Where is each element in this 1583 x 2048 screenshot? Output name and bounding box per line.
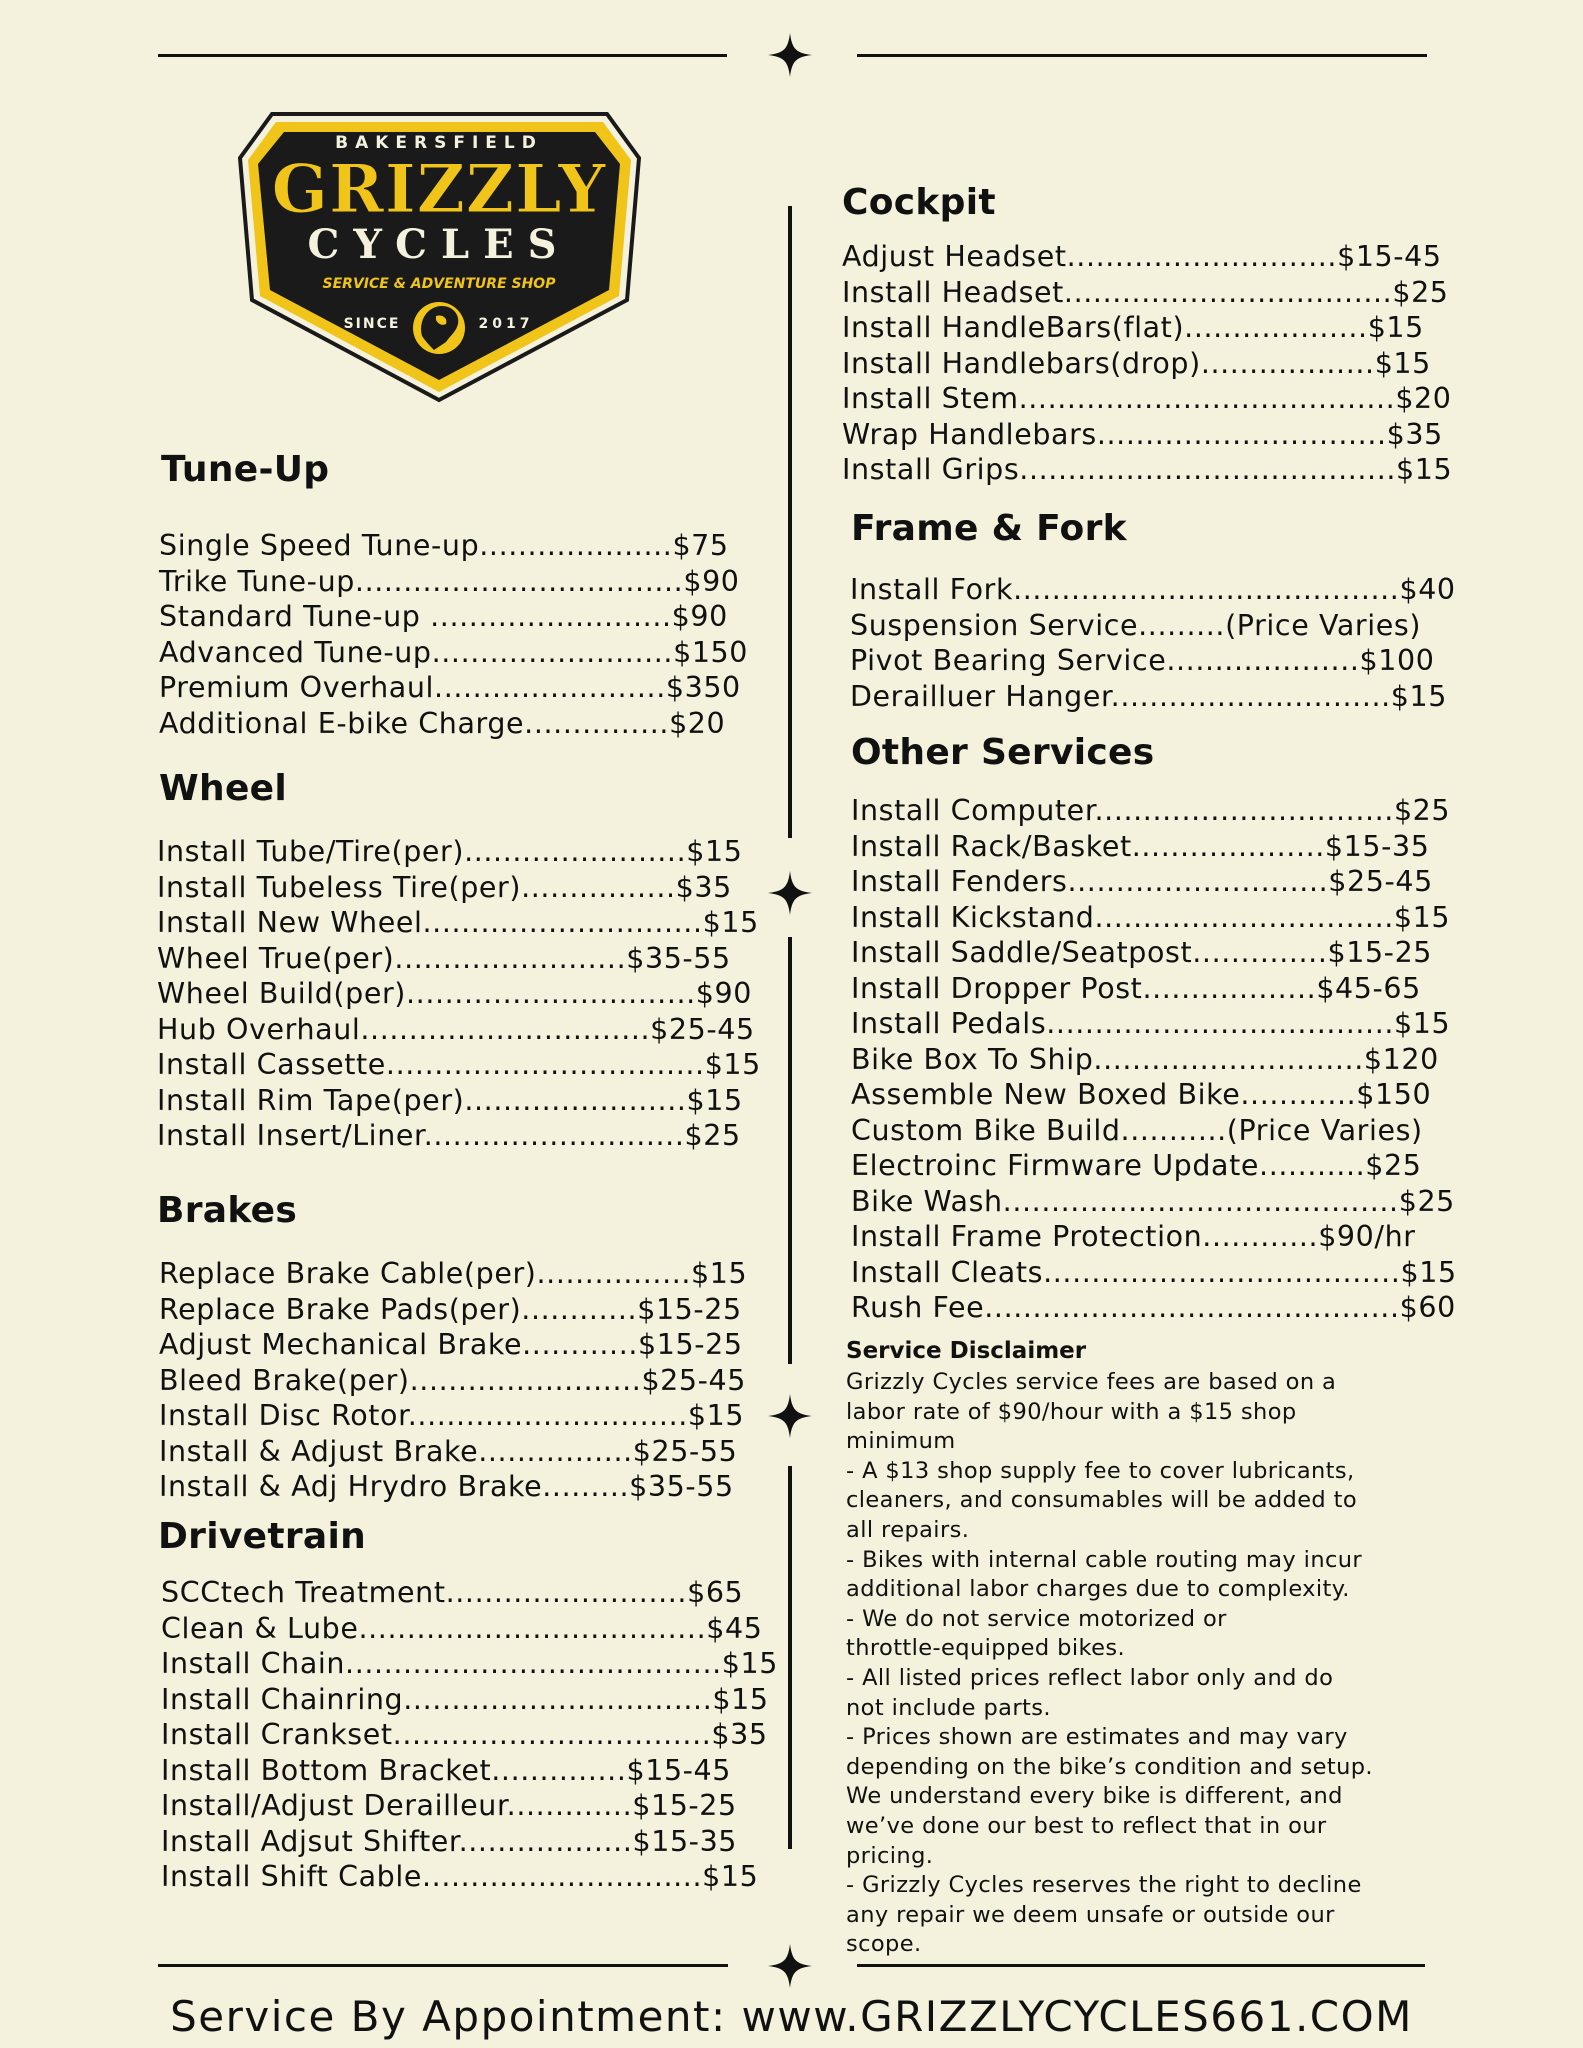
disclaimer-line: cleaners, and consumables will be added to	[846, 1487, 1358, 1514]
top-rule-right	[857, 54, 1427, 57]
top-rule-left	[158, 54, 727, 57]
logo-since-year: 2017	[478, 316, 534, 332]
list-item: Additional E-bike Charge...............$20	[159, 706, 726, 740]
section-title-brakes: Brakes	[157, 1190, 298, 1231]
list-item: Standard Tune-up .........................$90	[159, 600, 728, 633]
center-divider-3	[788, 1466, 792, 1849]
footer-appointment-text: Service By Appointment: www.GRIZZLYCYCLES661.COM	[170, 1992, 1413, 2041]
section-title-frame-fork: Frame & Fork	[851, 508, 1127, 549]
disclaimer-line: - Grizzly Cycles reserves the right to decline	[846, 1872, 1362, 1899]
logo-brand: GRIZZLY	[271, 150, 607, 228]
list-item: Bike Box To Ship............................$120	[851, 1042, 1439, 1076]
list-item: Wheel True(per)........................$35-55	[157, 941, 731, 975]
disclaimer-line: - We do not service motorized or	[846, 1605, 1227, 1632]
list-item: Install Computer...............................$25	[851, 794, 1451, 827]
logo-tagline: SERVICE & ADVENTURE SHOP	[322, 276, 556, 292]
list-item: Install Tube/Tire(per).......................$15	[157, 835, 743, 868]
list-item: Custom Bike Build...........(Price Varies)	[851, 1113, 1423, 1147]
list-item: Rush Fee...........................................$60	[851, 1291, 1456, 1324]
star-icon	[768, 1944, 812, 1988]
list-item: Install Saddle/Seatpost..............$15-25	[851, 936, 1433, 969]
disclaimer-line: minimum	[846, 1428, 956, 1455]
list-item: Replace Brake Pads(per)............$15-25	[159, 1292, 742, 1326]
list-item: Install Grips.......................................$15	[842, 453, 1453, 486]
disclaimer-line: - A $13 shop supply fee to cover lubricants,	[846, 1457, 1355, 1484]
list-item: Clean & Lube....................................$45	[161, 1611, 763, 1645]
list-item: Single Speed Tune-up....................$75	[159, 529, 729, 562]
list-item: Wheel Build(per)..............................$90	[157, 977, 752, 1010]
grizzly-cycles-logo	[232, 100, 647, 405]
bear-head-icon	[413, 302, 465, 354]
list-item: Install/Adjust Derailleur.............$15-25	[161, 1789, 737, 1822]
disclaimer-line: we’ve done our best to reflect that in our	[846, 1812, 1327, 1839]
list-item: Install Disc Rotor.............................$15	[159, 1399, 745, 1432]
section-title-other-services: Other Services	[851, 732, 1155, 773]
list-item: Install Kickstand...............................$15	[851, 900, 1451, 934]
list-item: Install Chain.......................................$15	[161, 1647, 778, 1680]
other-services-list	[851, 793, 1457, 1326]
disclaimer-line: pricing.	[846, 1842, 934, 1869]
disclaimer-line: scope.	[846, 1931, 922, 1958]
list-item: Assemble New Boxed Bike............$150	[851, 1078, 1432, 1111]
list-item: Derailluer Hanger.............................$15	[850, 679, 1447, 713]
disclaimer-line: throttle-equipped bikes.	[846, 1635, 1126, 1662]
list-item: Install Fork........................................$40	[850, 573, 1456, 606]
bottom-rule-right	[857, 1964, 1425, 1967]
list-item: Wrap Handlebars..............................$35	[842, 417, 1443, 451]
list-item: Install Cassette.................................$15	[157, 1048, 761, 1081]
list-item: Install Cleats.....................................$15	[851, 1255, 1457, 1289]
list-item: SCCtech Treatment.........................$65	[161, 1576, 744, 1609]
list-item: Bike Wash.........................................$25	[851, 1184, 1455, 1218]
list-item: Pivot Bearing Service....................$100	[850, 644, 1435, 677]
list-item: Install Insert/Liner...........................$25	[157, 1119, 741, 1152]
list-item: Install Rim Tape(per).......................$15	[157, 1083, 743, 1117]
list-item: Electroinc Firmware Update...........$25	[851, 1149, 1422, 1182]
list-item: Install Tubeless Tire(per)................$35	[157, 870, 732, 904]
center-divider-2	[788, 937, 792, 1364]
list-item: Suspension Service.........(Price Varies)	[850, 608, 1422, 642]
disclaimer-line: labor rate of $90/hour with a $15 shop	[846, 1398, 1297, 1425]
disclaimer-line: any repair we deem unsafe or outside our	[846, 1901, 1335, 1928]
section-title-tuneup: Tune-Up	[161, 449, 330, 490]
disclaimer-line: all repairs.	[846, 1516, 970, 1543]
list-item: Bleed Brake(per)........................$25-45	[159, 1363, 746, 1397]
list-item: Premium Overhaul........................$350	[159, 671, 741, 704]
disclaimer-line: We understand every bike is different, and	[846, 1783, 1343, 1810]
list-item: Adjust Headset............................$15-45	[842, 240, 1442, 273]
disclaimer-line: depending on the bike’s condition and setup.	[846, 1753, 1373, 1780]
list-item: Hub Overhaul..............................$25-45	[157, 1012, 755, 1046]
list-item: Trike Tune-up..................................$90	[159, 564, 740, 598]
list-item: Install & Adjust Brake................$25-55	[159, 1434, 738, 1468]
list-item: Install Rack/Basket....................$15-35	[851, 829, 1430, 863]
list-item: Install Crankset.................................$35	[161, 1718, 768, 1751]
logo-since-label: SINCE	[343, 316, 401, 332]
frame-fork-list	[850, 572, 1456, 714]
star-icon	[768, 33, 812, 77]
disclaimer-line: additional labor charges due to complexity.	[846, 1576, 1350, 1603]
list-item: Install Chainring................................$15	[161, 1682, 769, 1716]
list-item: Install Bottom Bracket..............$15-45	[161, 1753, 732, 1787]
list-item: Install Fenders...........................$25-45	[851, 865, 1433, 898]
star-icon	[768, 871, 812, 915]
star-icon	[768, 1394, 812, 1438]
list-item: Install Stem.......................................$20	[842, 382, 1452, 415]
list-item: Advanced Tune-up.........................$150	[159, 635, 749, 669]
list-item: Install Adjsut Shifter..................$15-35	[161, 1824, 738, 1858]
logo-top-text: BAKERSFIELD	[335, 133, 543, 153]
list-item: Install Handlebars(drop)..................$15	[842, 346, 1431, 380]
wheel-list	[157, 834, 761, 1154]
cockpit-list	[842, 239, 1452, 488]
disclaimer-line: - Bikes with internal cable routing may incur	[846, 1546, 1363, 1573]
drivetrain-list	[161, 1575, 778, 1895]
list-item: Install Frame Protection............$90/hr	[851, 1220, 1416, 1253]
list-item: Install & Adj Hrydro Brake.........$35-55	[159, 1470, 734, 1503]
list-item: Install Headset..................................$25	[842, 275, 1449, 309]
disclaimer-line: - All listed prices reflect labor only and do	[846, 1664, 1334, 1691]
list-item: Install New Wheel.............................$15	[157, 906, 759, 939]
disclaimer-line: - Prices shown are estimates and may vary	[846, 1724, 1348, 1751]
logo-sub-brand: CYCLES	[307, 221, 571, 268]
disclaimer-line: not include parts.	[846, 1694, 1051, 1721]
section-title-drivetrain: Drivetrain	[158, 1516, 367, 1557]
list-item: Adjust Mechanical Brake............$15-25	[159, 1328, 743, 1361]
list-item: Replace Brake Cable(per)................$15	[159, 1257, 748, 1290]
list-item: Install Dropper Post..................$45-65	[851, 971, 1421, 1005]
list-item: Install Shift Cable.............................$15	[161, 1860, 759, 1893]
center-divider-1	[788, 206, 792, 838]
brakes-list	[159, 1256, 747, 1505]
bottom-rule-left	[158, 1964, 728, 1967]
list-item: Install HandleBars(flat)...................$15	[842, 311, 1424, 344]
disclaimer-line: Grizzly Cycles service fees are based on a	[846, 1369, 1337, 1395]
tuneup-list	[159, 528, 748, 741]
list-item: Install Pedals....................................$15	[851, 1007, 1451, 1040]
disclaimer-title: Service Disclaimer	[846, 1338, 1087, 1364]
section-title-cockpit: Cockpit	[842, 182, 996, 223]
disclaimer-text	[846, 1368, 1416, 1960]
section-title-wheel: Wheel	[159, 768, 288, 809]
